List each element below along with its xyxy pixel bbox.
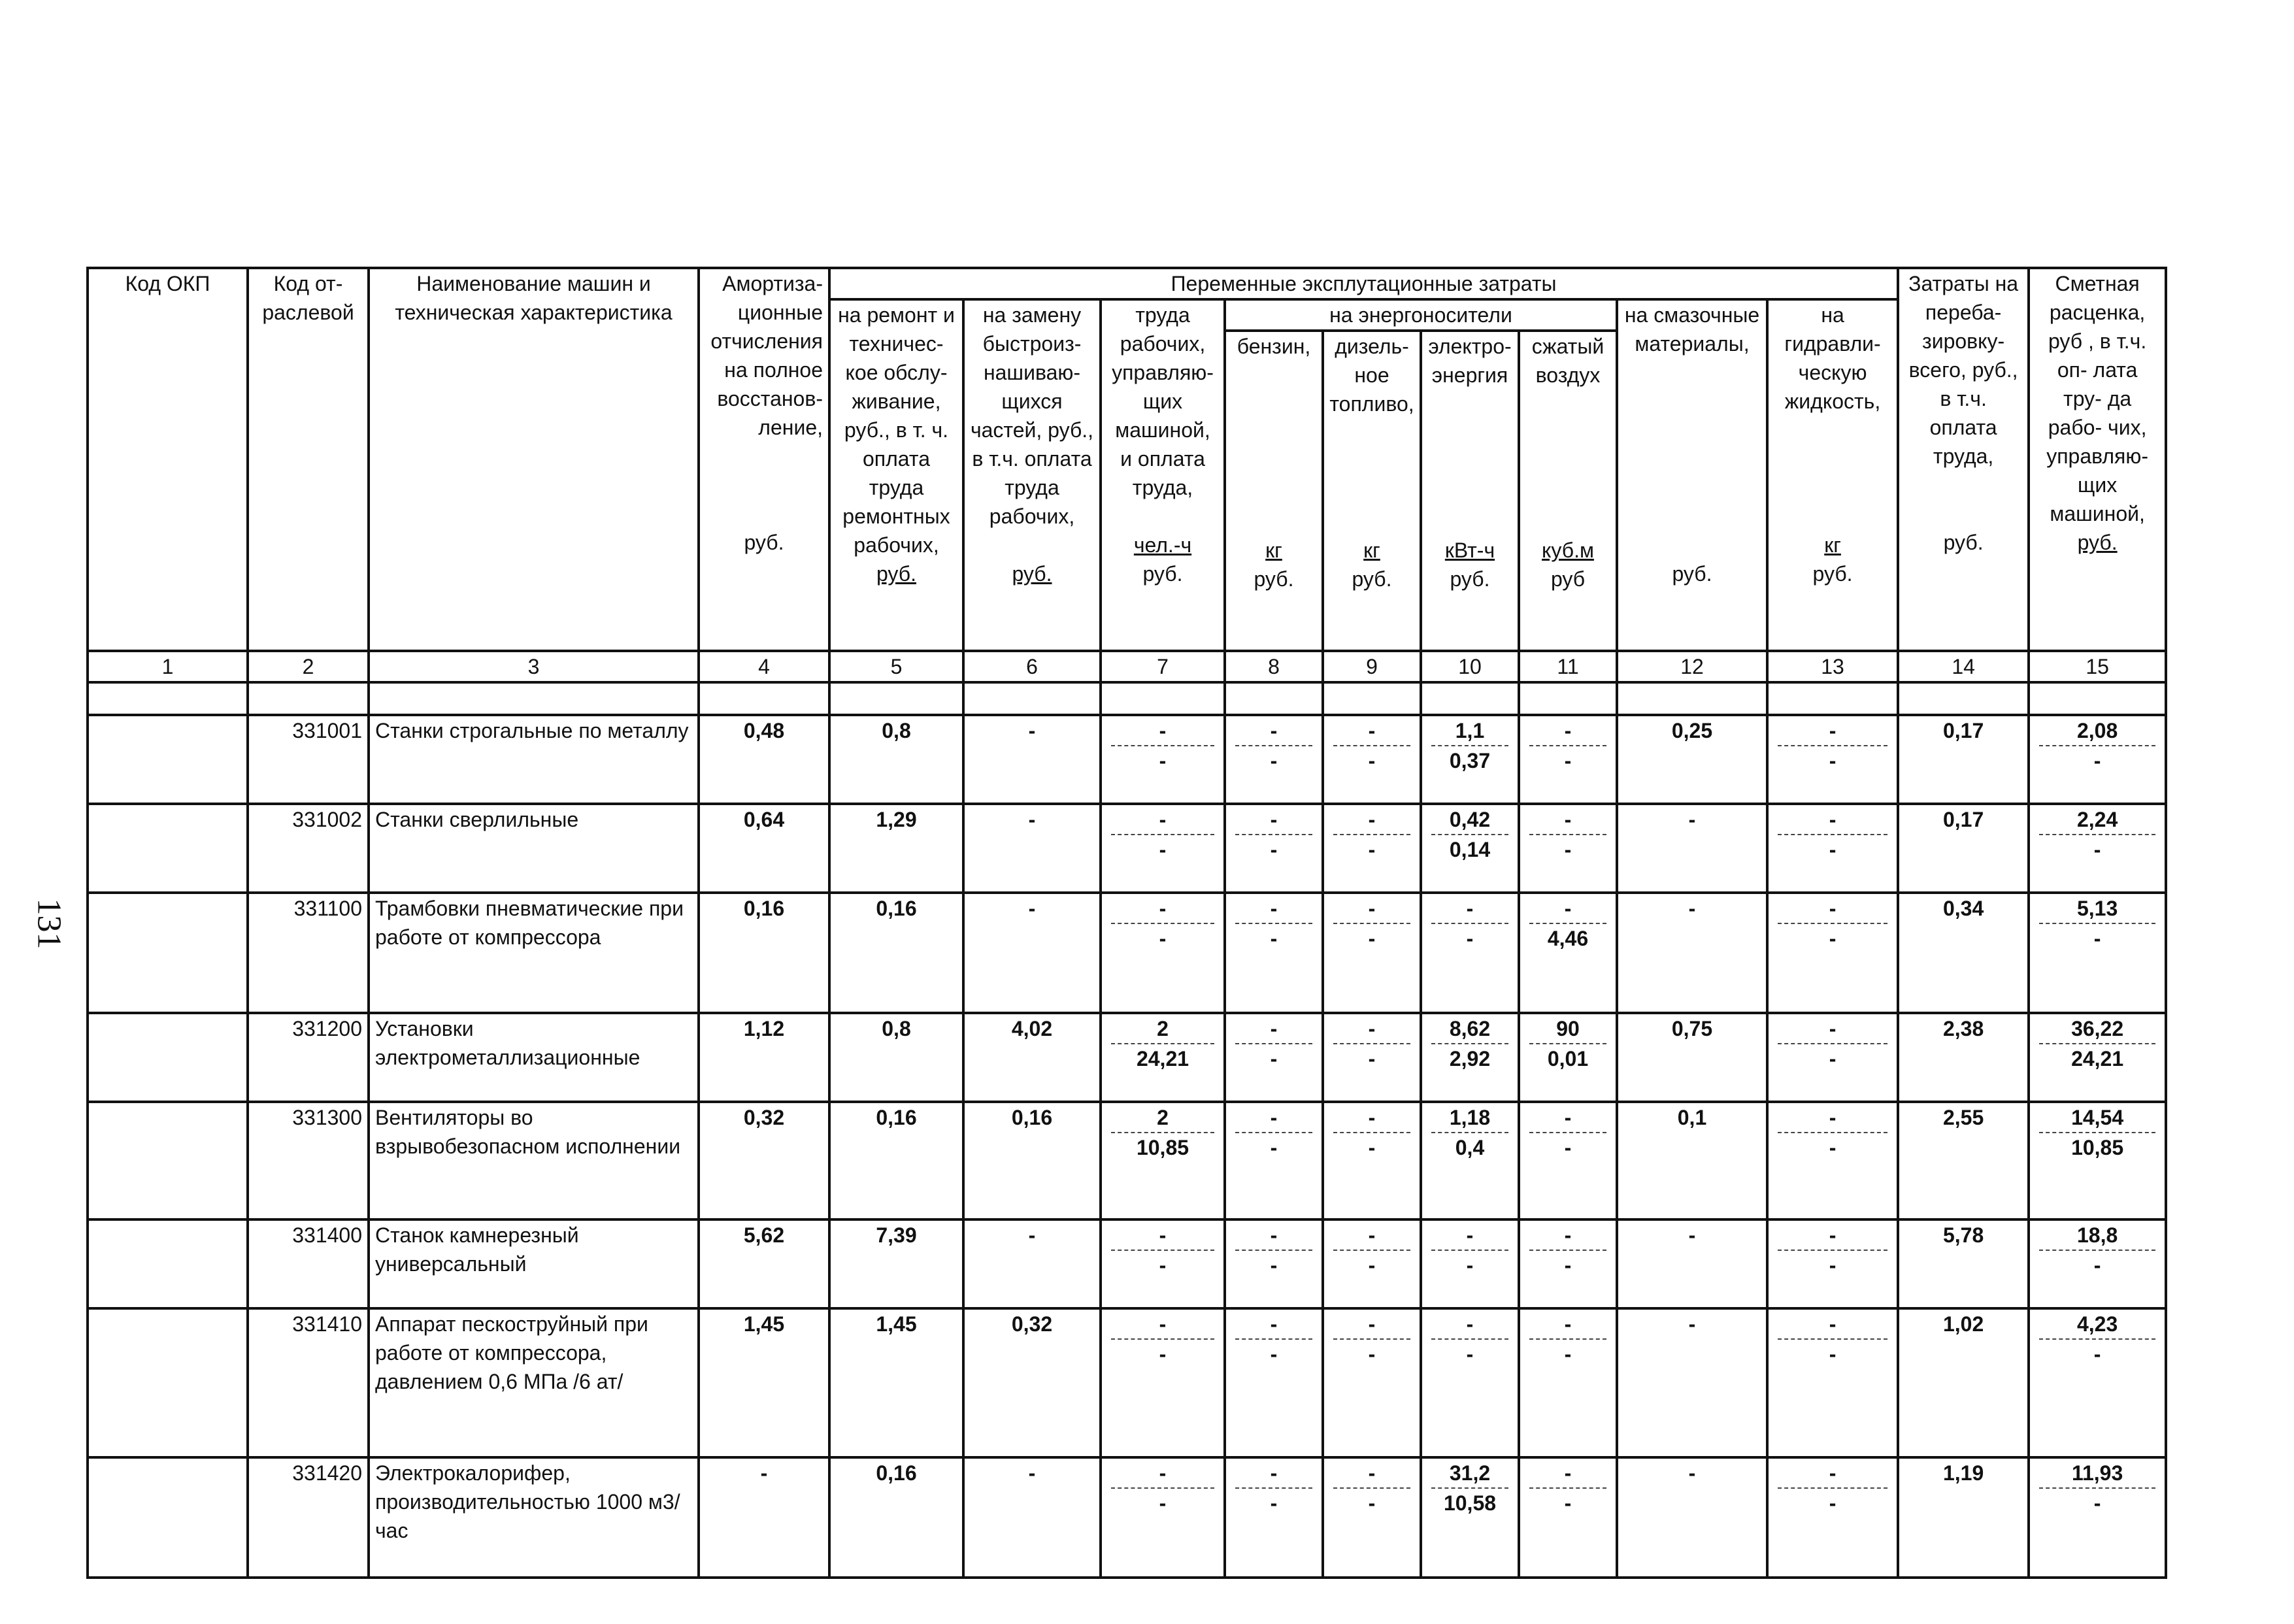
estimate-cell-bottom: 10,85 — [2071, 1136, 2124, 1159]
labor-cell-bottom: - — [1159, 927, 1167, 950]
diesel-cell-bottom: - — [1368, 749, 1376, 772]
hydraulic-cell — [1767, 1308, 1898, 1457]
hydraulic-cell-top: - — [1778, 894, 1887, 924]
labor-cell-bottom: - — [1159, 1253, 1167, 1277]
header-amortization: Амортиза- ционные отчисления на полное восстанов- ление, руб. — [699, 268, 829, 651]
diesel-cell-top: - — [1333, 805, 1410, 835]
petrol-cell-top: - — [1235, 1014, 1312, 1044]
estimate-cell-bottom: - — [2093, 1253, 2101, 1277]
petrol-cell — [1225, 1308, 1323, 1457]
column-number: 2 — [248, 651, 369, 682]
electricity-cell — [1421, 804, 1519, 893]
petrol-cell-top: - — [1235, 1310, 1312, 1340]
electricity-cell-bottom: 0,37 — [1449, 749, 1491, 772]
machine-name-cell: Станки строгальные по металлу — [369, 715, 699, 804]
relocation-cell: 1,19 — [1898, 1457, 2029, 1578]
machine-name-cell: Станок камнерезный универсальный — [369, 1219, 699, 1308]
column-number: 15 — [2029, 651, 2166, 682]
estimate-cell — [2029, 1102, 2166, 1219]
relocation-cell: 0,17 — [1898, 804, 2029, 893]
diesel-cell — [1323, 1013, 1421, 1102]
labor-cell — [1101, 715, 1225, 804]
parts-cell: - — [963, 1219, 1101, 1308]
electricity-cell — [1421, 715, 1519, 804]
okp-code-cell — [88, 1102, 248, 1219]
machine-name-cell: Электрокалорифер, производительностью 1000 м3/час — [369, 1457, 699, 1578]
page-number: 131 — [30, 898, 68, 950]
hydraulic-cell-top: - — [1778, 1310, 1887, 1340]
table-row — [88, 1308, 2166, 1457]
electricity-cell — [1421, 893, 1519, 1013]
okp-code-cell — [88, 715, 248, 804]
header-electricity: электро- энергия кВт-ч руб. — [1421, 331, 1519, 651]
electricity-cell-top: 0,42 — [1431, 805, 1508, 835]
compressed-air-cell — [1519, 1308, 1617, 1457]
branch-code-cell: 331410 — [248, 1308, 369, 1457]
header-compressed-air: сжатый воздух куб.м руб — [1519, 331, 1617, 651]
compressed-air-cell — [1519, 1457, 1617, 1578]
table-row — [88, 715, 2166, 804]
electricity-cell-top: 1,1 — [1431, 716, 1508, 746]
lubricants-cell: - — [1617, 804, 1767, 893]
hydraulic-cell-top: - — [1778, 1103, 1887, 1133]
diesel-cell-top: - — [1333, 1459, 1410, 1489]
amortization-cell: 0,32 — [699, 1102, 829, 1219]
petrol-cell-bottom: - — [1270, 749, 1278, 772]
diesel-cell-top: - — [1333, 716, 1410, 746]
petrol-cell-top: - — [1235, 1221, 1312, 1251]
diesel-cell-bottom: - — [1368, 1342, 1376, 1366]
hydraulic-cell-top: - — [1778, 1221, 1887, 1251]
diesel-cell — [1323, 804, 1421, 893]
table-row — [88, 1013, 2166, 1102]
hydraulic-cell-bottom: - — [1829, 927, 1837, 950]
hydraulic-cell-bottom: - — [1829, 1253, 1837, 1277]
repair-cell: 0,16 — [829, 1457, 963, 1578]
compressed-air-cell-top: - — [1529, 1103, 1606, 1133]
diesel-cell-bottom: - — [1368, 838, 1376, 861]
column-number: 5 — [829, 651, 963, 682]
branch-code-cell: 331002 — [248, 804, 369, 893]
okp-code-cell — [88, 1308, 248, 1457]
machine-name-cell: Вентиляторы во взрывобезопасном исполнении — [369, 1102, 699, 1219]
hydraulic-cell-bottom: - — [1829, 1342, 1837, 1366]
labor-cell-top: - — [1111, 894, 1214, 924]
compressed-air-cell-top: - — [1529, 894, 1606, 924]
column-number: 4 — [699, 651, 829, 682]
repair-cell: 1,29 — [829, 804, 963, 893]
compressed-air-cell-bottom: - — [1564, 1491, 1572, 1515]
hydraulic-cell — [1767, 1457, 1898, 1578]
amortization-cell: 1,45 — [699, 1308, 829, 1457]
estimate-cell — [2029, 1457, 2166, 1578]
relocation-cell: 5,78 — [1898, 1219, 2029, 1308]
electricity-cell — [1421, 1308, 1519, 1457]
petrol-cell-bottom: - — [1270, 1253, 1278, 1277]
repair-cell: 7,39 — [829, 1219, 963, 1308]
amortization-cell: 0,48 — [699, 715, 829, 804]
petrol-cell — [1225, 715, 1323, 804]
estimate-cell — [2029, 1013, 2166, 1102]
parts-cell: 0,16 — [963, 1102, 1101, 1219]
petrol-cell — [1225, 1219, 1323, 1308]
petrol-cell-bottom: - — [1270, 1342, 1278, 1366]
estimate-cell-top: 36,22 — [2039, 1014, 2155, 1044]
header-energy: на энергоносители — [1225, 299, 1617, 331]
parts-cell: 4,02 — [963, 1013, 1101, 1102]
petrol-cell — [1225, 1013, 1323, 1102]
lubricants-cell: - — [1617, 1308, 1767, 1457]
electricity-cell-bottom: 0,4 — [1455, 1136, 1485, 1159]
electricity-cell-bottom: 0,14 — [1449, 838, 1491, 861]
petrol-cell — [1225, 1457, 1323, 1578]
relocation-cell: 2,38 — [1898, 1013, 2029, 1102]
amortization-cell: 1,12 — [699, 1013, 829, 1102]
header-estimate: Сметная расценка, руб , в т.ч. оп- лата тру- да рабо- чих, управляю- щих машиной, руб. — [2029, 268, 2166, 651]
labor-cell — [1101, 804, 1225, 893]
petrol-cell-top: - — [1235, 1459, 1312, 1489]
diesel-cell-top: - — [1333, 1221, 1410, 1251]
petrol-cell-bottom: - — [1270, 927, 1278, 950]
machine-name-cell: Станки сверлильные — [369, 804, 699, 893]
petrol-cell-top: - — [1235, 805, 1312, 835]
header-diesel: дизель- ное топливо, кг руб. — [1323, 331, 1421, 651]
header-repair: на ремонт и техничес- кое обслу- живание, руб., в т. ч. оплата труда ремонтных рабочих, руб. — [829, 299, 963, 651]
estimate-cell — [2029, 1308, 2166, 1457]
compressed-air-cell-top: - — [1529, 805, 1606, 835]
labor-cell-top: - — [1111, 805, 1214, 835]
hydraulic-cell-bottom: - — [1829, 1047, 1837, 1070]
relocation-cell: 2,55 — [1898, 1102, 2029, 1219]
compressed-air-cell — [1519, 1013, 1617, 1102]
petrol-cell-top: - — [1235, 1103, 1312, 1133]
petrol-cell-top: - — [1235, 716, 1312, 746]
relocation-cell: 0,34 — [1898, 893, 2029, 1013]
estimate-cell-bottom: - — [2093, 927, 2101, 950]
lubricants-cell: 0,1 — [1617, 1102, 1767, 1219]
diesel-cell — [1323, 1219, 1421, 1308]
estimate-cell — [2029, 715, 2166, 804]
diesel-cell-top: - — [1333, 1103, 1410, 1133]
electricity-cell-bottom: - — [1466, 1342, 1474, 1366]
table-row — [88, 893, 2166, 1013]
relocation-cell: 1,02 — [1898, 1308, 2029, 1457]
compressed-air-cell — [1519, 715, 1617, 804]
column-number: 8 — [1225, 651, 1323, 682]
electricity-cell-bottom: 10,58 — [1443, 1491, 1497, 1515]
parts-cell: - — [963, 715, 1101, 804]
compressed-air-cell — [1519, 1102, 1617, 1219]
column-number: 3 — [369, 651, 699, 682]
electricity-cell — [1421, 1102, 1519, 1219]
branch-code-cell: 331200 — [248, 1013, 369, 1102]
electricity-cell-top: - — [1431, 1221, 1508, 1251]
branch-code-cell: 331400 — [248, 1219, 369, 1308]
electricity-cell-top: - — [1431, 894, 1508, 924]
hydraulic-cell — [1767, 715, 1898, 804]
header-relocation: Затраты на переба- зировку- всего, руб., в т.ч. оплата труда, руб. — [1898, 268, 2029, 651]
repair-cell: 0,16 — [829, 1102, 963, 1219]
machine-name-cell: Установки электрометаллизационные — [369, 1013, 699, 1102]
machine-cost-table — [86, 267, 2167, 1579]
header-variable-costs: Переменные эксплутационные затраты — [829, 268, 1898, 299]
amortization-cell: 0,64 — [699, 804, 829, 893]
header-labor: труда рабочих, управляю- щих машиной, и оплата труда, чел.-ч руб. — [1101, 299, 1225, 651]
petrol-cell — [1225, 893, 1323, 1013]
estimate-cell-bottom: - — [2093, 749, 2101, 772]
estimate-cell-top: 14,54 — [2039, 1103, 2155, 1133]
hydraulic-cell-bottom: - — [1829, 1136, 1837, 1159]
petrol-cell-bottom: - — [1270, 1136, 1278, 1159]
diesel-cell — [1323, 1457, 1421, 1578]
column-number: 10 — [1421, 651, 1519, 682]
hydraulic-cell-bottom: - — [1829, 749, 1837, 772]
hydraulic-cell-bottom: - — [1829, 838, 1837, 861]
okp-code-cell — [88, 1457, 248, 1578]
diesel-cell-bottom: - — [1368, 1136, 1376, 1159]
diesel-cell — [1323, 715, 1421, 804]
lubricants-cell: 0,75 — [1617, 1013, 1767, 1102]
labor-cell — [1101, 1308, 1225, 1457]
relocation-cell: 0,17 — [1898, 715, 2029, 804]
labor-cell — [1101, 1102, 1225, 1219]
diesel-cell-bottom: - — [1368, 1491, 1376, 1515]
amortization-cell: - — [699, 1457, 829, 1578]
column-number: 6 — [963, 651, 1101, 682]
hydraulic-cell — [1767, 1102, 1898, 1219]
estimate-cell-top: 2,24 — [2039, 805, 2155, 835]
labor-cell-top: - — [1111, 1310, 1214, 1340]
okp-code-cell — [88, 1219, 248, 1308]
electricity-cell-bottom: - — [1466, 927, 1474, 950]
amortization-cell: 5,62 — [699, 1219, 829, 1308]
header-machine-name: Наименование машин и техническая характеристика — [369, 268, 699, 651]
okp-code-cell — [88, 1013, 248, 1102]
labor-cell-bottom: - — [1159, 838, 1167, 861]
column-number: 9 — [1323, 651, 1421, 682]
compressed-air-cell-top: 90 — [1529, 1014, 1606, 1044]
column-number-row — [88, 651, 2166, 682]
electricity-cell-top: 31,2 — [1431, 1459, 1508, 1489]
branch-code-cell: 331420 — [248, 1457, 369, 1578]
repair-cell: 1,45 — [829, 1308, 963, 1457]
diesel-cell — [1323, 1102, 1421, 1219]
table-row — [88, 1219, 2166, 1308]
compressed-air-cell — [1519, 1219, 1617, 1308]
compressed-air-cell-top: - — [1529, 1459, 1606, 1489]
estimate-cell-bottom: 24,21 — [2071, 1047, 2124, 1070]
estimate-cell-top: 2,08 — [2039, 716, 2155, 746]
labor-cell-top: - — [1111, 1221, 1214, 1251]
labor-cell-bottom: 10,85 — [1136, 1136, 1189, 1159]
hydraulic-cell — [1767, 893, 1898, 1013]
lubricants-cell: - — [1617, 1219, 1767, 1308]
diesel-cell-bottom: - — [1368, 1253, 1376, 1277]
column-number: 14 — [1898, 651, 2029, 682]
labor-cell-bottom: - — [1159, 1491, 1167, 1515]
diesel-cell-top: - — [1333, 1014, 1410, 1044]
petrol-cell-top: - — [1235, 894, 1312, 924]
petrol-cell — [1225, 1102, 1323, 1219]
hydraulic-cell-top: - — [1778, 1459, 1887, 1489]
estimate-cell-bottom: - — [2093, 838, 2101, 861]
labor-cell-bottom: - — [1159, 749, 1167, 772]
amortization-cell: 0,16 — [699, 893, 829, 1013]
electricity-cell-bottom: - — [1466, 1253, 1474, 1277]
column-number: 7 — [1101, 651, 1225, 682]
hydraulic-cell — [1767, 804, 1898, 893]
header-okp-code: Код ОКП — [88, 268, 248, 651]
estimate-cell — [2029, 893, 2166, 1013]
lubricants-cell: 0,25 — [1617, 715, 1767, 804]
compressed-air-cell-bottom: - — [1564, 1253, 1572, 1277]
header-petrol: бензин, кг руб. — [1225, 331, 1323, 651]
petrol-cell — [1225, 804, 1323, 893]
header-parts: на замену быстроиз- нашиваю- щихся частей, руб., в т.ч. оплата труда рабочих, руб. — [963, 299, 1101, 651]
okp-code-cell — [88, 893, 248, 1013]
hydraulic-cell-top: - — [1778, 1014, 1887, 1044]
okp-code-cell — [88, 804, 248, 893]
machine-name-cell: Трамбовки пневматические при работе от компрессора — [369, 893, 699, 1013]
petrol-cell-bottom: - — [1270, 1047, 1278, 1070]
labor-cell-bottom: - — [1159, 1342, 1167, 1366]
compressed-air-cell — [1519, 804, 1617, 893]
diesel-cell-bottom: - — [1368, 1047, 1376, 1070]
labor-cell — [1101, 1013, 1225, 1102]
parts-cell: - — [963, 893, 1101, 1013]
diesel-cell-bottom: - — [1368, 927, 1376, 950]
estimate-cell-top: 5,13 — [2039, 894, 2155, 924]
hydraulic-cell — [1767, 1219, 1898, 1308]
estimate-cell-top: 4,23 — [2039, 1310, 2155, 1340]
electricity-cell-top: 1,18 — [1431, 1103, 1508, 1133]
diesel-cell — [1323, 893, 1421, 1013]
lubricants-cell: - — [1617, 1457, 1767, 1578]
table-row — [88, 1102, 2166, 1219]
estimate-cell-bottom: - — [2093, 1491, 2101, 1515]
compressed-air-cell-bottom: - — [1564, 749, 1572, 772]
diesel-cell-top: - — [1333, 894, 1410, 924]
hydraulic-cell-bottom: - — [1829, 1491, 1837, 1515]
table-row — [88, 804, 2166, 893]
header-hydraulic: на гидравли- ческую жидкость, кг руб. — [1767, 299, 1898, 651]
electricity-cell-bottom: 2,92 — [1449, 1047, 1491, 1070]
labor-cell — [1101, 893, 1225, 1013]
hydraulic-cell-top: - — [1778, 716, 1887, 746]
estimate-cell — [2029, 1219, 2166, 1308]
labor-cell-bottom: 24,21 — [1136, 1047, 1189, 1070]
repair-cell: 0,8 — [829, 715, 963, 804]
compressed-air-cell-bottom: - — [1564, 838, 1572, 861]
compressed-air-cell-top: - — [1529, 1221, 1606, 1251]
diesel-cell — [1323, 1308, 1421, 1457]
labor-cell-top: - — [1111, 1459, 1214, 1489]
compressed-air-cell-bottom: 4,46 — [1547, 927, 1589, 950]
electricity-cell — [1421, 1457, 1519, 1578]
branch-code-cell: 331100 — [248, 893, 369, 1013]
compressed-air-cell-bottom: 0,01 — [1547, 1047, 1589, 1070]
compressed-air-cell-top: - — [1529, 1310, 1606, 1340]
table-row — [88, 1457, 2166, 1578]
electricity-cell — [1421, 1219, 1519, 1308]
labor-cell-top: 2 — [1111, 1014, 1214, 1044]
petrol-cell-bottom: - — [1270, 838, 1278, 861]
compressed-air-cell-bottom: - — [1564, 1342, 1572, 1366]
column-number: 12 — [1617, 651, 1767, 682]
header-branch-code: Код от- раслевой — [248, 268, 369, 651]
branch-code-cell: 331001 — [248, 715, 369, 804]
labor-cell — [1101, 1219, 1225, 1308]
repair-cell: 0,8 — [829, 1013, 963, 1102]
hydraulic-cell-top: - — [1778, 805, 1887, 835]
estimate-cell — [2029, 804, 2166, 893]
parts-cell: 0,32 — [963, 1308, 1101, 1457]
electricity-cell — [1421, 1013, 1519, 1102]
repair-cell: 0,16 — [829, 893, 963, 1013]
machine-name-cell: Аппарат пескоструйный при работе от компрессора, давлением 0,6 МПа /6 ат/ — [369, 1308, 699, 1457]
branch-code-cell: 331300 — [248, 1102, 369, 1219]
estimate-cell-bottom: - — [2093, 1342, 2101, 1366]
electricity-cell-top: 8,62 — [1431, 1014, 1508, 1044]
column-number: 11 — [1519, 651, 1617, 682]
parts-cell: - — [963, 804, 1101, 893]
lubricants-cell: - — [1617, 893, 1767, 1013]
parts-cell: - — [963, 1457, 1101, 1578]
compressed-air-cell — [1519, 893, 1617, 1013]
compressed-air-cell-top: - — [1529, 716, 1606, 746]
petrol-cell-bottom: - — [1270, 1491, 1278, 1515]
electricity-cell-top: - — [1431, 1310, 1508, 1340]
labor-cell-top: 2 — [1111, 1103, 1214, 1133]
labor-cell — [1101, 1457, 1225, 1578]
estimate-cell-top: 18,8 — [2039, 1221, 2155, 1251]
diesel-cell-top: - — [1333, 1310, 1410, 1340]
estimate-cell-top: 11,93 — [2039, 1459, 2155, 1489]
hydraulic-cell — [1767, 1013, 1898, 1102]
compressed-air-cell-bottom: - — [1564, 1136, 1572, 1159]
column-number: 13 — [1767, 651, 1898, 682]
labor-cell-top: - — [1111, 716, 1214, 746]
header-lubricants: на смазочные материалы, руб. — [1617, 299, 1767, 651]
column-number: 1 — [88, 651, 248, 682]
